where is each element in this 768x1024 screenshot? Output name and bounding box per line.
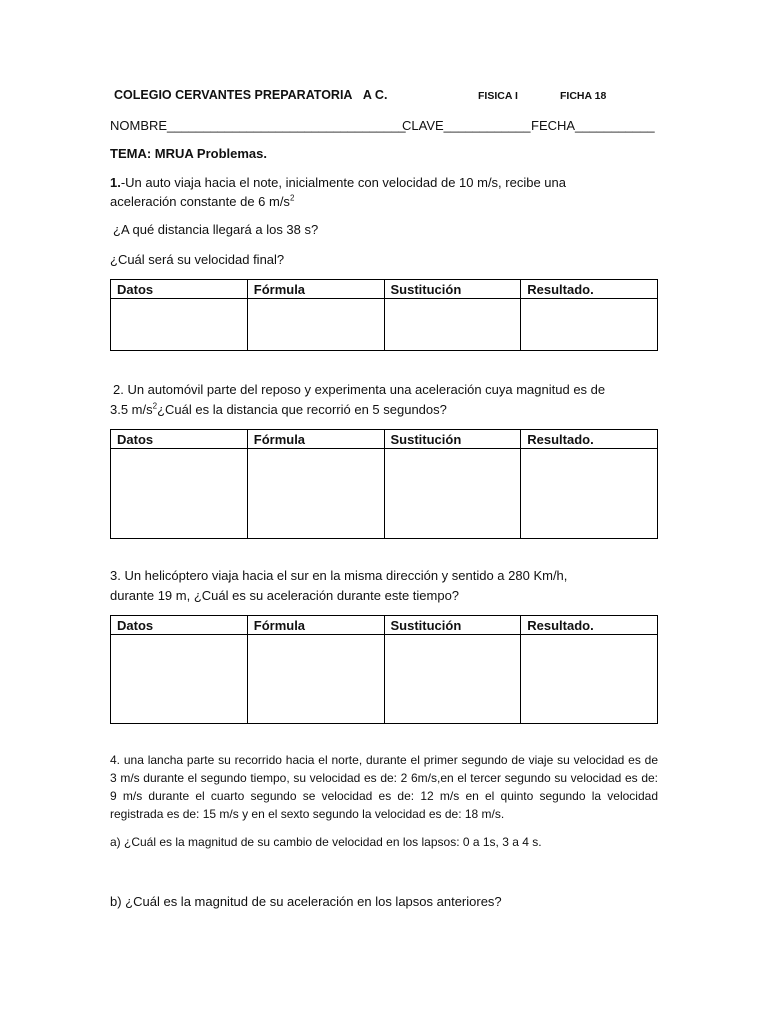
question-2-line-1: 2. Un automóvil parte del reposo y experimenta una aceleración cuya magnitud es de bbox=[113, 382, 606, 397]
name-field[interactable]: NOMBRE_________________________________ bbox=[110, 118, 406, 133]
sheet-label: FICHA 18 bbox=[560, 90, 607, 102]
cell-formula[interactable] bbox=[247, 635, 384, 724]
col-formula: Fórmula bbox=[247, 616, 384, 635]
col-sustitucion: Sustitución bbox=[384, 280, 521, 299]
question-1-sub-a: ¿A qué distancia llegará a los 38 s? bbox=[113, 222, 319, 237]
question-4-text: 4. una lancha parte su recorrido hacia el norte, durante el primer segundo de viaje su velocidad es de 3 m/s durante el segundo tiempo, su velocidad es de: 2 6m/s,en el tercer segundo su velocidad es de: 9 m/s durante el cuarto segundo se velocidad es de: 12 m/s en el quinto segundo la velocidad registrada es de: 15 m/s y en el sexto segundo la velocidad es de: 18 m/s. bbox=[110, 753, 658, 821]
school-name: COLEGIO CERVANTES PREPARATORIA A C. bbox=[114, 88, 388, 102]
col-datos: Datos bbox=[111, 430, 248, 449]
col-resultado: Resultado. bbox=[521, 430, 658, 449]
question-1-line-2: aceleración constante de 6 $m/s^2$ bbox=[110, 193, 295, 209]
cell-formula[interactable] bbox=[247, 299, 384, 351]
cell-resultado[interactable] bbox=[521, 299, 658, 351]
col-sustitucion: Sustitución bbox=[384, 430, 521, 449]
cell-sustitucion[interactable] bbox=[384, 299, 521, 351]
question-3-line-1: 3. Un helicóptero viaja hacia el sur en la misma dirección y sentido a 280 Km/h, bbox=[110, 568, 568, 583]
cell-resultado[interactable] bbox=[521, 449, 658, 539]
cell-resultado[interactable] bbox=[521, 635, 658, 724]
question-4-sub-a: a) ¿Cuál es la magnitud de su cambio de velocidad en los lapsos: 0 a 1s, 3 a 4 s. bbox=[110, 835, 542, 849]
cell-sustitucion[interactable] bbox=[384, 635, 521, 724]
answer-table-1 bbox=[110, 279, 658, 351]
col-resultado: Resultado. bbox=[521, 280, 658, 299]
answer-table-3 bbox=[110, 615, 658, 724]
answer-table-2 bbox=[110, 429, 658, 539]
fecha-field[interactable]: FECHA___________ bbox=[531, 118, 655, 133]
cell-formula[interactable] bbox=[247, 449, 384, 539]
question-4-sub-b: b) ¿Cuál es la magnitud de su aceleración en los lapsos anteriores? bbox=[110, 894, 502, 909]
topic-title: TEMA: MRUA Problemas. bbox=[110, 146, 267, 161]
question-1-line-1: 1.-Un auto viaja hacia el note, inicialmente con velocidad de 10 m/s, recibe una bbox=[110, 175, 566, 190]
cell-datos[interactable] bbox=[111, 635, 248, 724]
col-datos: Datos bbox=[111, 616, 248, 635]
cell-sustitucion[interactable] bbox=[384, 449, 521, 539]
cell-datos[interactable] bbox=[111, 449, 248, 539]
question-3-line-2: durante 19 m, ¿Cuál es su aceleración durante este tiempo? bbox=[110, 588, 460, 603]
cell-datos[interactable] bbox=[111, 299, 248, 351]
question-2-line-2: 3.5 $m/s^2¿Cuál$ es la distancia que recorrió en 5 segundos? bbox=[110, 401, 447, 417]
question-1-sub-b: ¿Cuál será su velocidad final? bbox=[110, 252, 285, 267]
col-sustitucion: Sustitución bbox=[384, 616, 521, 635]
col-datos: Datos bbox=[111, 280, 248, 299]
subject-label: FISICA I bbox=[478, 90, 518, 102]
col-formula: Fórmula bbox=[247, 280, 384, 299]
col-formula: Fórmula bbox=[247, 430, 384, 449]
col-resultado: Resultado. bbox=[521, 616, 658, 635]
clave-field[interactable]: CLAVE____________ bbox=[402, 118, 531, 133]
